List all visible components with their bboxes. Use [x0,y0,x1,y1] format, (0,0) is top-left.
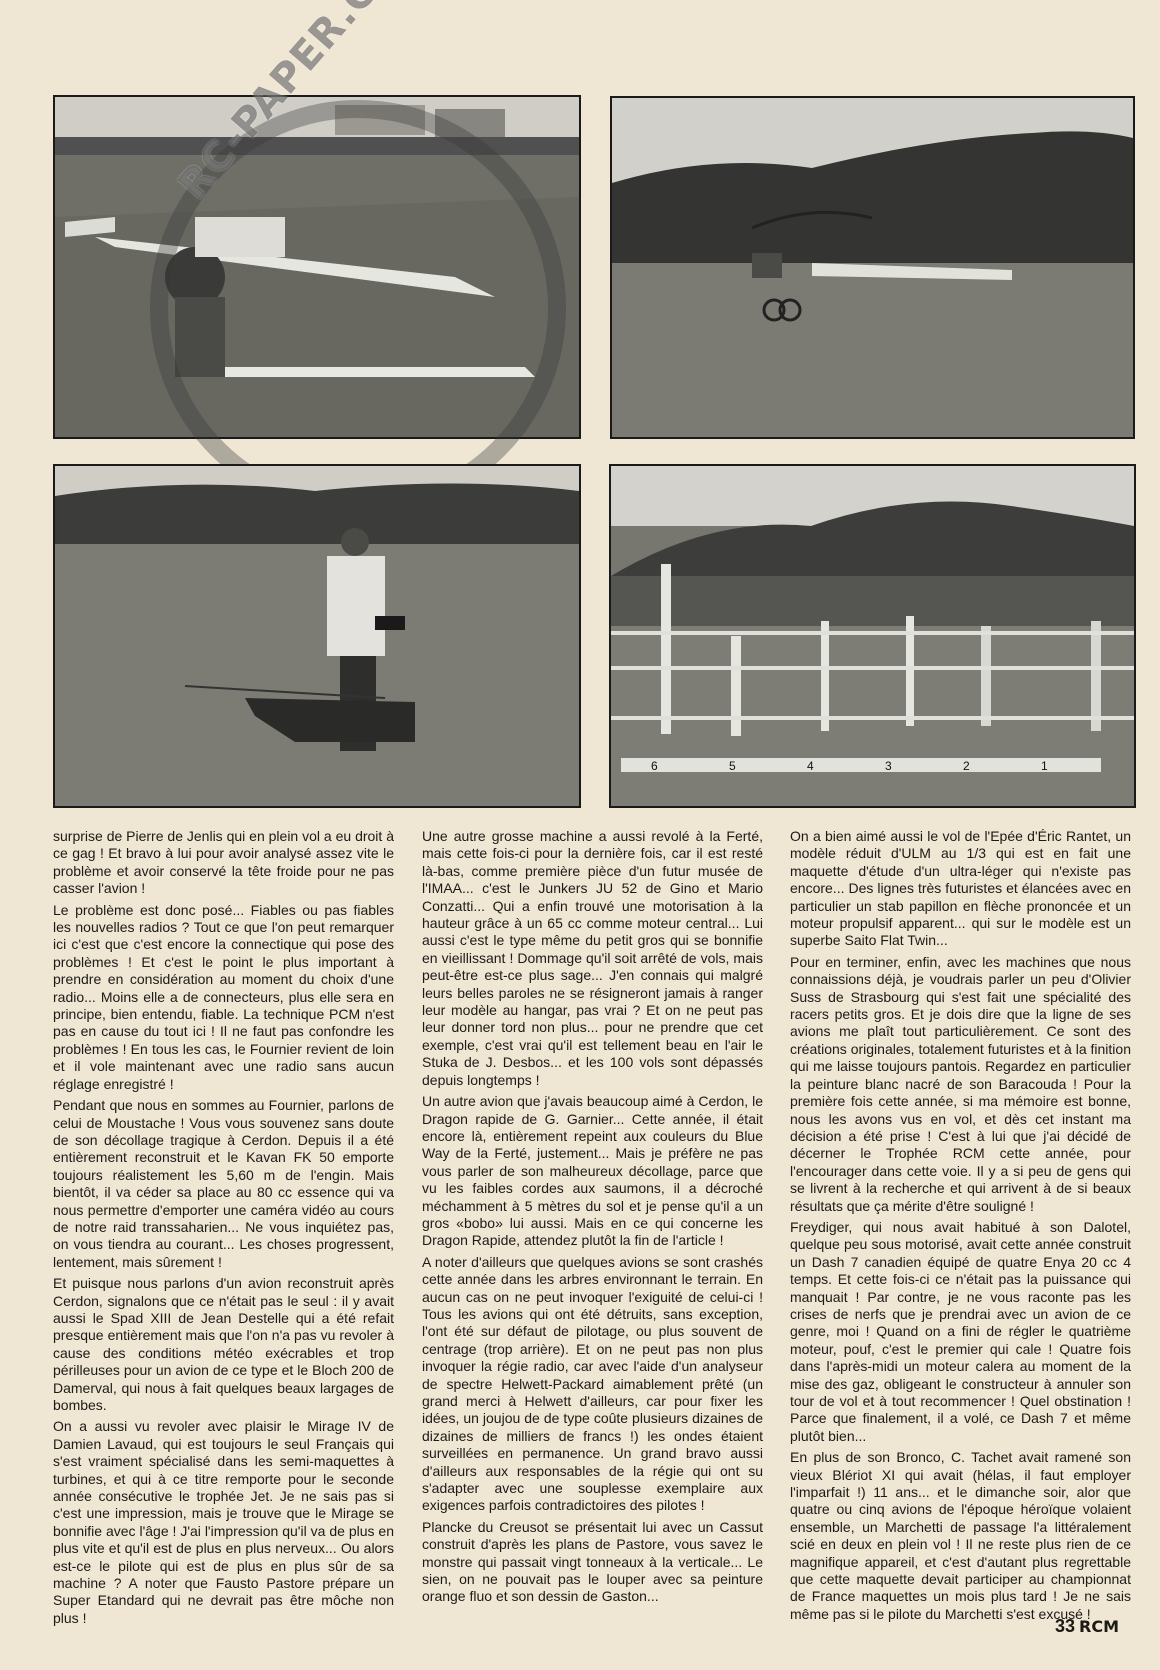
paragraph: On a aussi vu revoler avec plaisir le Mirage IV de Damien Lavaud, qui est toujours le seul Français qui s'est vraiment spécialisé dans les semi-maquettes à turbines, et qui à ce titre remporte pour le seconde année consécutive le trophée Jet. Je ne sais pas si c'est une impression, mais je trouve que le Mirage se bonnifie avec l'âge ! J'ai l'impression qu'il va de plus en plus vite et qu'il est de plus en plus nerveux... Ou alors est-ce le pilote qui est de plus en plus sûr de sa machine ? A noter que Fausto Pastore prépare un Super Etandard qui ne devrait pas être môche non plus ! [53,1418,394,1626]
paragraph: Pendant que nous en sommes au Fournier, parlons de celui de Moustache ! Vous vous souvenez sans doute de son décollage tragique à Cerdon. Depuis il a été entièrement reconstruit et le Kavan FK 50 emporte toujours réalistement les 5,60 m de l'engin. Mais bientôt, il va céder sa place au 80 cc essence qui va nous permettre d'emporter une caméra vidéo au cours de notre raid transsaharien... Ne vous inquiétez pas, on vous tiendra au courant... Les choses progressent, lentement, mais sûrement ! [53,1097,394,1270]
paragraph: surprise de Pierre de Jenlis qui en plein vol a eu droit à ce gag ! Et bravo à lui pour avoir analysé assez vite le problème et avoir conservé la tête froide pour ne pas casser l'avion ! [53,828,394,897]
stand-number-label: 5 [729,759,736,773]
paragraph: Pour en terminer, enfin, avec les machines que nous connaissions déjà, je voudrais parler un peu d'Olivier Suss de Strasbourg qui s'est fait une spécialité des racers petits gros. Et je dois dire que la ligne de ses avions me plaît tout particulièrement. Ce sont des créations originales, totalement futuristes et à la finition qui me laisse toujours pantois. Regardez en particulier la peinture blanc nacré de son Baracouda ! Pour la première fois cette année, si ma mémoire est bonne, nous les avons vus en vol, et dès cet instant ma décision a été prise ! C'est à lui que j'ai décidé de décerner le Trophée RCM cette année, pour l'encourager dans cette voie. Il y a si peu de gens qui se livrent à la recherche et qui arrivent à de si beaux résultats que ça mérite d'être souligné ! [790,953,1131,1214]
paragraph: Une autre grosse machine a aussi revolé à la Ferté, mais cette fois-ci pour la dernière fois, car il est resté là-bas, comme première pièce d'un futur musée de l'IMAA... c'est le Junkers JU 52 de Gino et Mario Conzatti... Qui a enfin trouvé une motorisation à la hauteur grâce à un 65 cc comme moteur central... Lui aussi c'est le type même du petit gros qui se bonnifie en vieillissant ! Dommage qu'il soit arrêté de vols, mais peut-être est-ce plus sage... J'en connais qui malgré leurs belles paroles ne se résigneront jamais à ranger leur modèle au hangar, pas vrai ? Et on ne peut pas leur donner tord non plus... pour ne prendre que cet exemple, c'est vrai qu'il est tellement beau en l'air le Stuka de J. Desbos... et les 100 vols sont dépassés depuis longtemps ! [422,828,763,1088]
paragraph: Un autre avion que j'avais beaucoup aimé à Cerdon, le Dragon rapide de G. Garnier... Cette année, il était encore là, entièrement repeint aux couleurs du Blue Way de la Ferté, justement... Mais je préfère ne pas vous parler de son malheureux décollage, parce que vu les faibles cordes aux saumons, il a décroché méchamment à 5 mètres du sol et je pense qu'il a un gros «bobo» lui aussi. Mais en ce qui concerne les Dragon Rapide, attendez plutôt la fin de l'article ! [422,1093,763,1249]
stand-number-label: 6 [651,759,658,773]
article-column-3 [790,828,1131,1627]
photo-rocket-launch [609,464,1136,808]
paragraph: En plus de son Bronco, C. Tachet avait ramené son vieux Blériot XI qui avait (hélas, il faut employer l'imparfait !) 11 ans... et le dimanche soir, alor que quatre ou cinq avions de l'époque héroïque volaient ensemble, un Marchetti de passage l'a littéralement scié en deux en plein vol ! Il ne reste plus rien de ce magnifique appareil, et c'est d'autant plus regrettable que cette maquette devait participer au championnat de France maquettes un mois plus tard ! Je ne sais même pas si le pilote du Marchetti s'est excusé ! [790,1449,1131,1622]
stand-number-label: 3 [885,759,892,773]
paragraph: Plancke du Creusot se présentait lui avec un Cassut construit d'après les plans de Pastore, vous savez le monstre qui passait vingt tonneaux à la verticale... Le sien, on ne pouvait pas le louper avec sa peinture orange fluo et son dessin de Gaston... [422,1518,763,1605]
paragraph: Freydiger, qui nous avait habitué à son Dalotel, quelque peu sous motorisé, avait cette année construit un Dash 7 canadien équipé de quatre Enya 20 cc 4 temps. Et cette fois-ci ce n'était pas la puissance qui manquait ! Par contre, je ne vous raconte pas les crises de nerfs que je prendrai avec un avion de ce genre, moi ! Quand on a fini de régler le quatrième moteur, pouf, c'est le premier qui cale ! Quatre fois dans l'après-midi un moteur calera au moment de la mise des gaz, obligeant le constructeur à annuler son tour de vol et à tout recommencer ! Quel obstination ! Parce que finalement, il a volé, ce Dash 7 et même plutôt bien... [790,1218,1131,1444]
magazine-logo: RCM [1079,1617,1120,1636]
paragraph: Et puisque nous parlons d'un avion reconstruit après Cerdon, signalons que ce n'était pas le seul : il y avait aussi le Spad XIII de Jean Destelle qui a été refait presque entièrement mais que l'on n'a pas vu revoler à cause des conditions météo exécrables et trop périlleuses pour un avion de ce type et le Bloch 200 de Damerval, qui nous à fait quelques beaux largages de bombes. [53,1275,394,1413]
paragraph: Le problème est donc posé... Fiables ou pas fiables les nouvelles radios ? Tout ce que l'on peut remarquer ici c'est que c'est encore la connectique qui pose des problèmes ! Et c'est le point le plus important à prendre en considération au moment du choix d'une radio... Moins elle a de connecteurs, plus elle sera en principe, bien entendu, fiable. La technique PCM n'est pas en cause du tout ici ! Il ne faut pas confondre les problèmes ! En tous les cas, le Fournier revient de loin et il vole maintenant avec une radio sans aucun réglage enregistré ! [53,901,394,1092]
photo-bleriot-flight [610,96,1135,439]
stand-number-label: 2 [963,759,970,773]
paragraph: On a bien aimé aussi le vol de l'Epée d'Éric Rantet, un modèle réduit d'ULM au 1/3 qui est en fait une maquette d'étude d'un ultra-léger qui n'existe pas encore... Des lignes très futuristes et élancées avec en particulier un stab papillon en flèche prononcée et un moteur propulsif apparent... qui sur le modèle est un superbe Saito Flat Twin... [790,828,1131,949]
page-footer [1055,1616,1119,1637]
photo-pilot-helicopter [53,464,581,808]
paragraph: A noter d'ailleurs que quelques avions se sont crashés cette année dans les arbres environnant le terrain. En aucun cas on ne peut invoquer l'exiguité de celui-ci ! Tous les avions qui ont été détruits, sans exception, l'ont été sur défaut de pilotage, ou plus souvent de centrage (trop arrière). Et on ne peut pas non plus invoquer la régie radio, car avec l'aide d'un analyseur de spectre Helwett-Packard aimablement prêté (un grand merci à Helwett d'ailleurs, car pour fixer les idées, un joujou de de type coûte plusieurs dizaines de dizaines de milliers de francs !) les ondes étaient surveillées en permanence. Un grand bravo aussi d'ailleurs aux responsables de la régie qui ont su s'adapter avec une souplesse exemplaire aux exigences parfois contradictoires des pilotes ! [422,1253,763,1514]
stand-number-label: 1 [1041,759,1048,773]
article-column-2 [422,828,763,1610]
article-column-1 [53,828,394,1631]
page-number: 33 [1055,1616,1076,1636]
stand-number-label: 4 [807,759,814,773]
